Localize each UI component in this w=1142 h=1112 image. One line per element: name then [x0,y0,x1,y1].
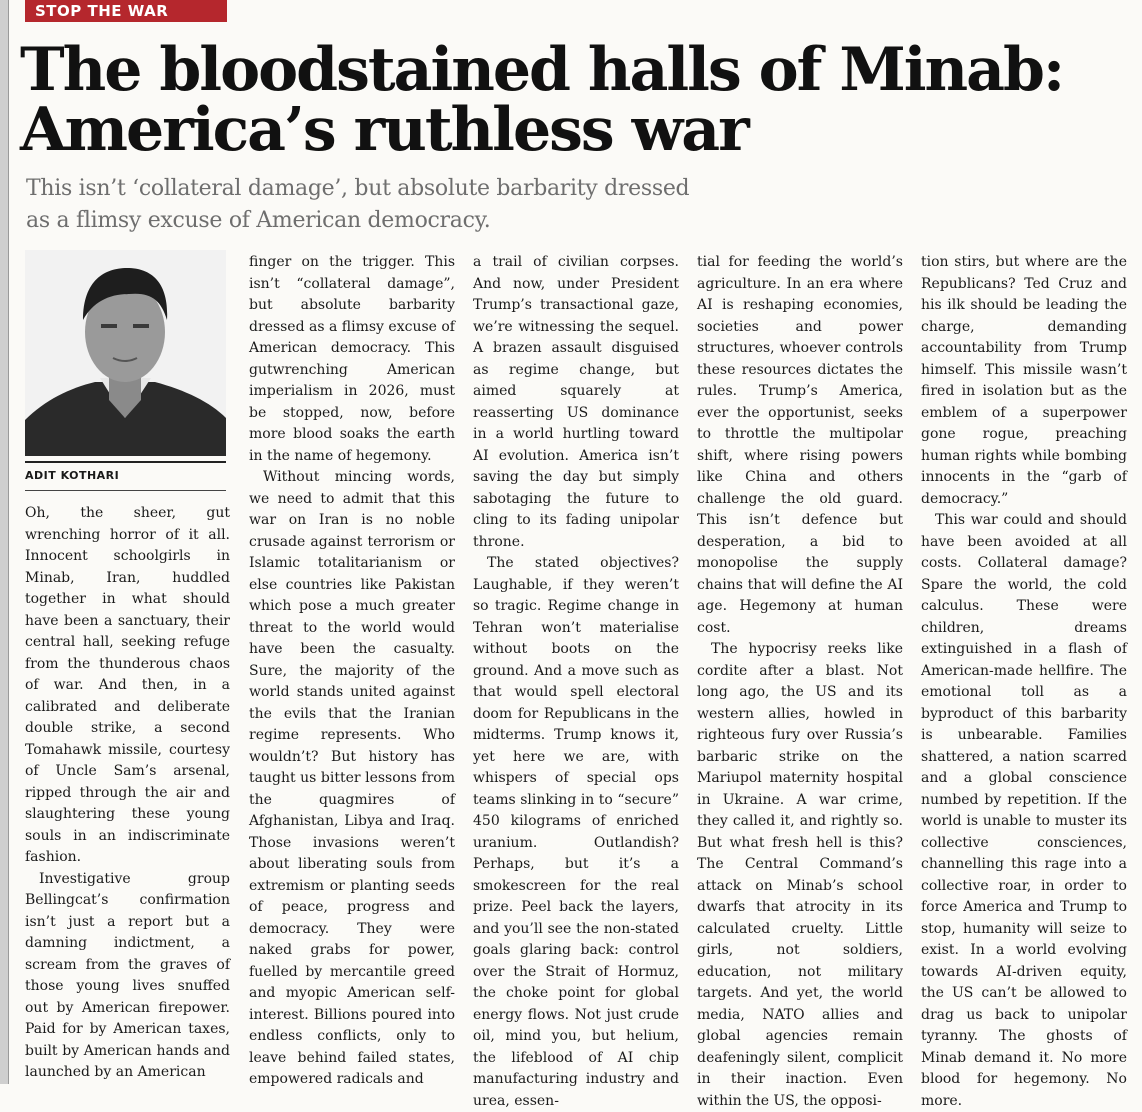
paragraph: finger on the trigger. This isn’t “collateral damage”, but absolute barbarity dressed as a flimsy excuse of American democracy. This gutwrenching American imperialism in 2026, must be stopped, now, before more blood soaks the earth in the name of hegemony. [249,254,455,464]
article-column-3 [473,252,679,1109]
byline: ADIT KOTHARI [25,469,120,482]
paragraph: Investigative group Bellingcat’s confirmation isn’t just a report but a damning indictment, a scream from the graves of those young lives snuffed out by American firepower. Paid for by American taxes, built by American hands and launched by an American [25,870,230,1080]
paragraph: Oh, the sheer, gut wrenching horror of it all. Innocent schoolgirls in Minab, Iran, huddled together in what should have been a sanctuary, their central hall, seeking refuge from the thunderous chaos of war. And then, in a calibrated and deliberate double strike, a second Tomahawk missile, courtesy of Uncle Sam’s arsenal, ripped through the air and slaughtering these young souls in an indiscriminate fashion. [25,505,230,865]
page-edge-line [8,0,9,1084]
section-kicker: STOP THE WAR [25,0,227,22]
paragraph: tial for feeding the world’s agriculture. In an era where AI is reshaping economies, societies and power structures, whoever controls these resources dictates the rules. Trump’s America, ever the opportunist, seeks to throttle the multipolar shift, where rising powers like China and others challenge the old guard. This isn’t defence but desperation, a bid to monopolise the supply chains that will define the AI age. Hegemony at human cost. [697,254,903,636]
paragraph: a trail of civilian corpses. And now, under President Trump’s transactional gaze, we’re witnessing the sequel. A brazen assault disguised as regime change, but aimed squarely at reasserting US dominance in a world hurtling toward AI evolution. America isn’t saving the day but simply sabotaging the future to cling to its fading unipolar throne. [473,254,679,550]
article-column-2 [249,252,455,1087]
paragraph: The hypocrisy reeks like cordite after a blast. Not long ago, the US and its western allies, howled in righteous fury over Russia’s barbaric strike on the Mariupol maternity hospital in Ukraine. A war crime, they called it, and rightly so. But what fresh hell is this? The Central Command’s attack on Minab’s school dwarfs that atrocity in its calculated cruelty. Little girls, not soldiers, education, not military targets. And yet, the world media, NATO allies and global agencies remain deafeningly silent, complicit in their inaction. Even within the US, the opposi- [697,641,903,1109]
paragraph: Without mincing words, we need to admit that this war on Iran is no noble crusade against terrorism or Islamic totalitarianism or else countries like Pakistan which pose a much greater threat to the world would have been the casualty. Sure, the majority of the world stands united against the evils that the Iranian regime represents. Who wouldn’t? But history has taught us bitter lessons from the quagmires of Afghanistan, Libya and Iraq. Those invasions weren’t about liberating souls from extremism or planting seeds of peace, progress and democracy. They were naked grabs for power, fuelled by mercantile greed and myopic American self-interest. Billions poured into endless conflicts, only to leave behind failed states, empowered radicals and [249,469,455,1087]
author-portrait-image [25,250,226,456]
paragraph: The stated objectives? Laughable, if they weren’t so tragic. Regime change in Tehran won’t materialise without boots on the ground. And a move such as that would spell electoral doom for Republicans in the midterms. Trump knows it, yet here we are, with whispers of special ops teams slinking in to “secure” 450 kilograms of enriched uranium. Outlandish? Perhaps, but it’s a smokescreen for the real prize. Peel back the layers, and you’ll see the non-stated goals glaring back: control over the Strait of Hormuz, the choke point for global energy flows. Not just crude oil, mind you, but helium, the lifeblood of AI chip manufacturing industry and urea, essen- [473,555,679,1109]
paragraph: tion stirs, but where are the Republicans? Ted Cruz and his ilk should be leading the charge, demanding accountability from Trump himself. This missile wasn’t fired in isolation but as the emblem of a superpower gone rogue, preaching human rights while bombing innocents in the “garb of democracy.” [921,254,1127,507]
article-column-5 [921,252,1127,1109]
article-column-1 [25,503,230,1080]
page-edge [0,0,8,1084]
headline [20,35,1130,165]
standfirst [26,173,746,237]
article-column-4 [697,252,903,1109]
standfirst-line-1: This isn’t ‘collateral damage’, but absolute barbarity dressed [26,176,690,201]
paragraph: This war could and should have been avoided at all costs. Collateral damage? Spare the world, the cold calculus. These were children, dreams extinguished in a flash of American-made hellfire. The emotional toll as a byproduct of this barbarity is unbearable. Families shattered, a nation scarred and a global conscience numbed by repetition. If the world is unable to muster its collective consciences, channelling this rage into a collective roar, in order to force America and Trump to stop, humanity will seize to exist. In a world evolving towards AI-driven equity, the US can’t be allowed to drag us back to unipolar tyranny. The ghosts of Minab demand it. No more blood for hegemony. No more. [921,512,1127,1109]
headline-line-1: The bloodstained halls of Minab: [20,35,1064,105]
standfirst-line-2: as a flimsy excuse of American democracy. [26,208,491,233]
byline-rule-top [25,461,226,463]
author-photo [25,250,226,456]
headline-line-2: America’s ruthless war [20,95,748,165]
byline-rule-bottom [25,490,226,491]
